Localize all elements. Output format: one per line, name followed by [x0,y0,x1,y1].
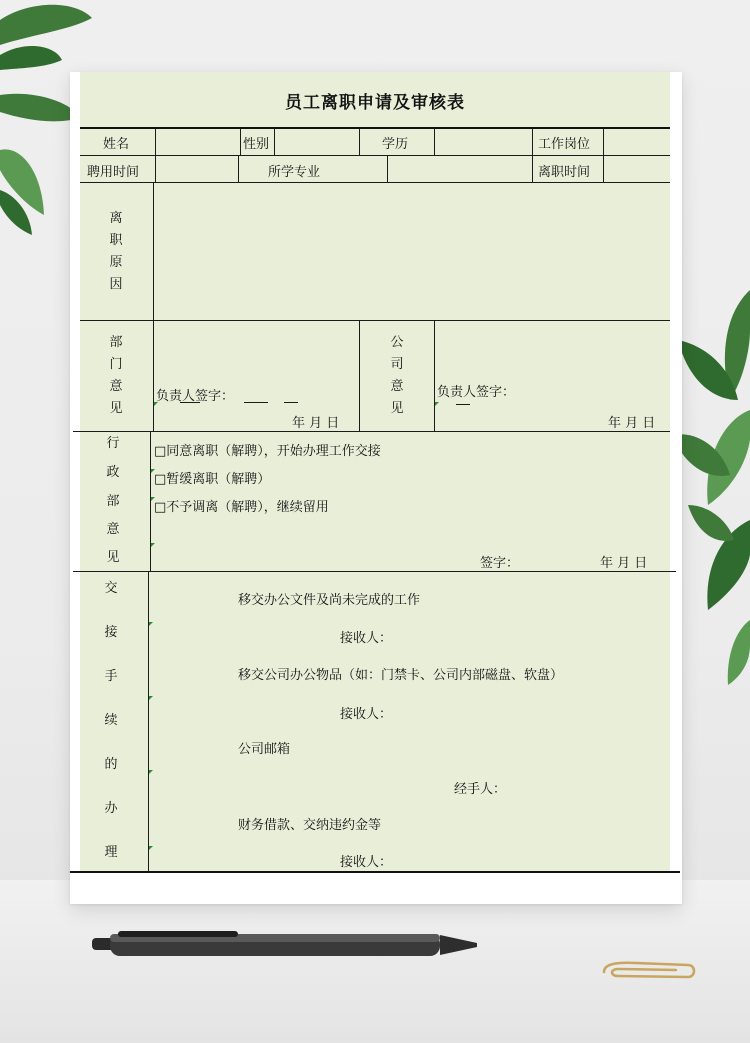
handover-label-char: 交 [104,581,118,596]
education-label: 学历 [382,137,409,152]
signature-line [284,402,298,403]
handover-label-char: 手 [104,669,118,684]
column-divider [434,128,435,155]
reason-field[interactable] [156,184,668,318]
cell-marker [149,770,153,774]
column-divider [155,128,156,183]
label-column-divider [148,571,149,872]
company-date: 年 月 日 [608,416,656,431]
handover-label-char: 办 [104,801,118,816]
company-label-char: 意 [390,379,404,394]
label-column-divider [153,182,154,432]
signature-line [456,404,470,405]
handover-item-signer: 接收人： [340,707,393,722]
column-divider [359,128,360,155]
name-field[interactable] [157,129,239,154]
column-divider [238,155,239,182]
dept-label-char: 见 [109,401,123,416]
column-divider [603,128,604,183]
row-divider [80,182,670,183]
row-divider [80,155,670,156]
cell-marker [149,696,153,700]
handover-item-signer: 经手人： [454,782,507,797]
handover-label-char: 理 [104,845,118,860]
cell-marker [149,846,153,850]
company-label-char: 见 [390,401,404,416]
reason-label-char: 职 [109,233,123,248]
admin-option-reject[interactable]: □不予调离（解聘），继续留用 [154,500,329,515]
table-bottom-border [70,871,680,873]
reason-label-char: 离 [109,211,123,226]
paperclip-image [596,958,700,984]
admin-label-char: 意 [106,522,120,537]
gender-label: 性别 [243,137,270,152]
column-divider [387,155,388,182]
name-label: 姓名 [103,137,130,152]
handover-label-char: 接 [104,625,118,640]
major-label: 所学专业 [268,165,321,180]
company-signature-label: 负责人签字： [437,385,516,400]
reason-label-char: 因 [109,277,123,292]
handover-item-text: 移交办公文件及尚未完成的工作 [238,593,421,608]
column-divider [434,320,435,431]
handover-item-signer: 接收人： [340,855,393,870]
column-divider [274,128,275,155]
row-divider [80,320,670,321]
column-divider [240,128,241,155]
handover-item-text: 公司邮箱 [238,742,291,757]
handover-item-text: 移交公司办公物品（如：门禁卡、公司内部磁盘、软盘） [238,668,564,683]
column-divider [532,128,533,183]
dept-label-char: 门 [109,357,123,372]
handover-label-char: 的 [104,757,118,772]
hire-date-label: 聘用时间 [87,165,140,180]
admin-label-char: 行 [106,436,120,451]
company-label-char: 司 [390,357,404,372]
handover-item-text: 财务借款、交纳违约金等 [238,818,382,833]
education-field[interactable] [436,129,531,154]
position-label: 工作岗位 [538,137,591,152]
cell-marker [151,543,155,547]
dept-signature-label: 负责人签字： [156,389,235,404]
handover-label-char: 续 [104,713,118,728]
admin-option-approve[interactable]: □同意离职（解聘），开始办理工作交接 [154,444,381,459]
dept-date: 年 月 日 [292,416,340,431]
leave-date-label: 离职时间 [538,165,591,180]
gender-field[interactable] [276,129,358,154]
company-label-char: 公 [390,335,404,350]
admin-label-char: 见 [106,550,120,565]
label-column-divider [150,431,151,572]
reason-label-char: 原 [109,255,123,270]
row-divider [73,431,670,432]
handover-item-signer: 接收人： [340,631,393,646]
cell-marker [435,402,439,406]
admin-option-postpone[interactable]: □暂缓离职（解聘） [154,472,271,487]
signature-line [244,402,268,403]
admin-label-char: 政 [106,465,120,480]
row-divider [73,571,676,572]
major-field[interactable] [389,157,531,181]
paper-bottom-margin [70,872,682,904]
dept-label-char: 部 [109,335,123,350]
cell-marker [149,622,153,626]
leave-date-field[interactable] [605,157,669,181]
admin-signature-label: 签字： [480,556,520,571]
signature-line [180,402,200,403]
dept-label-char: 意 [109,379,123,394]
form-title: 员工离职申请及审核表 [285,93,465,113]
admin-date: 年 月 日 [600,556,648,571]
column-divider [359,320,360,431]
hire-date-field[interactable] [157,157,237,181]
position-field[interactable] [605,129,669,154]
pen-image [92,930,482,960]
admin-label-char: 部 [106,494,120,509]
